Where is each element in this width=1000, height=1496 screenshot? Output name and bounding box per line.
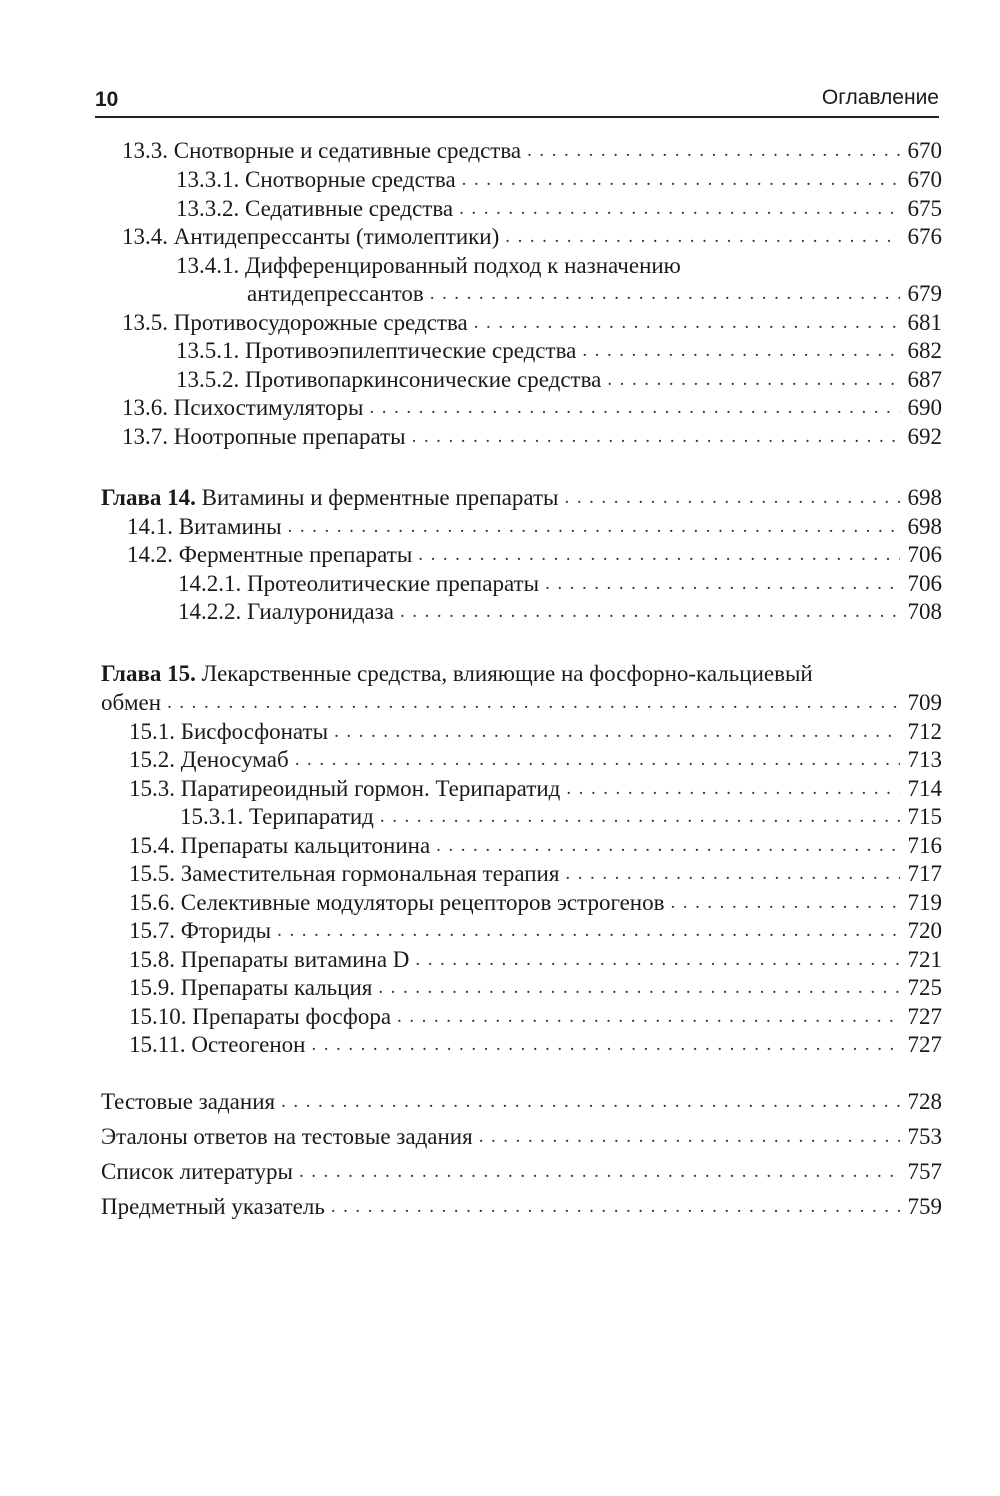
running-title: Оглавление [821, 86, 939, 109]
leader-dots [299, 1158, 900, 1186]
toc-entry-page: 727 [907, 1032, 942, 1057]
toc-entry-page: 682 [907, 338, 942, 363]
toc-entry-15-7[interactable] [129, 917, 942, 945]
leader-dots [415, 946, 900, 974]
toc-entry-title: 13.3.2. Седативные средства [176, 196, 454, 221]
toc-chapter-14[interactable] [101, 484, 942, 512]
leader-dots [311, 1031, 900, 1059]
toc-entry-13-4[interactable] [122, 223, 942, 251]
toc-chapter-15-line1[interactable] [101, 660, 813, 688]
leader-dots [277, 917, 900, 945]
toc-entry-15-6[interactable] [129, 889, 942, 917]
toc-entry-15-3[interactable] [129, 775, 942, 803]
toc-entry-title: 15.4. Препараты кальцитонина [129, 833, 431, 858]
toc-entry-13-3[interactable] [122, 137, 942, 165]
toc-chapter-title [101, 484, 559, 512]
toc-entry-page: 687 [907, 367, 942, 392]
toc-entry-page: 675 [907, 196, 942, 221]
toc-entry-index[interactable] [101, 1193, 942, 1221]
leader-dots [565, 860, 900, 888]
running-header [95, 84, 939, 118]
toc-entry-page: 759 [907, 1194, 942, 1219]
toc-entry-title: 15.11. Остеогенон [129, 1032, 306, 1057]
toc-entry-title: 13.3. Снотворные и седативные средства [122, 138, 522, 163]
toc-entry-title: 14.2.1. Протеолитические препараты [178, 571, 540, 596]
toc-entry-13-5-1[interactable] [176, 337, 942, 365]
toc-entry-bibliography[interactable] [101, 1158, 942, 1186]
leader-dots [400, 598, 900, 626]
leader-dots [430, 280, 900, 308]
leader-dots [607, 366, 900, 394]
toc-entry-page: 692 [907, 424, 942, 449]
toc-entry-page: 717 [907, 861, 942, 886]
toc-entry-page: 690 [907, 395, 942, 420]
toc-entry-page: 698 [907, 485, 942, 510]
toc-entry-title: 13.4. Антидепрессанты (тимолептики) [122, 224, 500, 249]
toc-entry-13-3-1[interactable] [176, 166, 942, 194]
toc-entry-title: 15.3.1. Терипаратид [180, 804, 374, 829]
toc-entry-page: 681 [907, 310, 942, 335]
toc-entry-14-2-1[interactable] [178, 570, 942, 598]
toc-entry-15-4[interactable] [129, 832, 942, 860]
toc-entry-title: 14.2. Ферментные препараты [127, 542, 413, 567]
toc-entry-page: 720 [907, 918, 942, 943]
toc-entry-title: 13.5.1. Противоэпилептические средства [176, 338, 577, 363]
toc-entry-13-5[interactable] [122, 309, 942, 337]
leader-dots [474, 309, 900, 337]
toc-entry-page: 670 [907, 138, 942, 163]
toc-entry-page: 676 [907, 224, 942, 249]
toc-entry-page: 670 [907, 167, 942, 192]
toc-entry-15-9[interactable] [129, 974, 942, 1002]
toc-entry-title: антидепрессантов [247, 281, 424, 306]
toc-entry-page: 698 [907, 514, 942, 539]
toc-entry-title: 13.3.1. Снотворные средства [176, 167, 456, 192]
chapter-title-text: Витамины и ферментные препараты [195, 485, 559, 510]
toc-entry-title: 13.5. Противосудорожные средства [122, 310, 468, 335]
leader-dots [505, 223, 900, 251]
leader-dots [295, 746, 900, 774]
toc-entry-13-7[interactable] [122, 423, 942, 451]
toc-chapter-15[interactable] [101, 689, 942, 717]
toc-entry-15-3-1[interactable] [180, 803, 942, 831]
toc-entry-page: 709 [907, 690, 942, 715]
leader-dots [167, 689, 900, 717]
toc-entry-title: 14.1. Витамины [127, 514, 282, 539]
toc-entry-page: 715 [907, 804, 942, 829]
toc-entry-page: 725 [907, 975, 942, 1000]
toc-entry-page: 712 [907, 719, 942, 744]
leader-dots [281, 1088, 900, 1116]
leader-dots [565, 484, 900, 512]
toc-entry-page: 757 [907, 1159, 942, 1184]
leader-dots [459, 195, 900, 223]
toc-entry-page: 753 [907, 1124, 942, 1149]
toc-entry-title: 13.5.2. Противопаркинсонические средства [176, 367, 602, 392]
chapter-title-text: Лекарственные средства, влияющие на фосфорно-кальциевый [195, 661, 813, 686]
toc-entry-15-8[interactable] [129, 946, 942, 974]
toc-entry-page: 727 [907, 1004, 942, 1029]
toc-entry-page: 706 [907, 571, 942, 596]
toc-entry-title: 15.10. Препараты фосфора [129, 1004, 392, 1029]
leader-dots [331, 1193, 900, 1221]
leader-dots [566, 775, 900, 803]
toc-entry-title: 13.7. Ноотропные препараты [122, 424, 406, 449]
leader-dots [412, 423, 900, 451]
toc-entry-page: 714 [907, 776, 942, 801]
toc-entry-13-3-2[interactable] [176, 195, 942, 223]
toc-entry-page: 728 [907, 1089, 942, 1114]
toc-entry-15-5[interactable] [129, 860, 942, 888]
toc-entry-title: 14.2.2. Гиалуронидаза [178, 599, 394, 624]
leader-dots [582, 337, 900, 365]
toc-entry-15-1[interactable] [129, 718, 942, 746]
toc-entry-page: 721 [907, 947, 942, 972]
leader-dots [334, 718, 900, 746]
toc-entry-title: Эталоны ответов на тестовые задания [101, 1124, 473, 1149]
toc-entry-title: Предметный указатель [101, 1194, 325, 1219]
leader-dots [369, 394, 900, 422]
leader-dots [378, 974, 900, 1002]
toc-entry-page: 708 [907, 599, 942, 624]
toc-entry-page: 679 [907, 281, 942, 306]
leader-dots [462, 166, 900, 194]
toc-entry-title: 15.8. Препараты витамина D [129, 947, 410, 972]
leader-dots [670, 889, 900, 917]
toc-entry-title: 15.6. Селективные модуляторы рецепторов эстрогенов [129, 890, 665, 915]
chapter-label: Глава 14. [101, 485, 196, 510]
toc-entry-page: 719 [907, 890, 942, 915]
toc-entry-title: Список литературы [101, 1159, 293, 1184]
toc-entry-title: 15.5. Заместительная гормональная терапия [129, 861, 560, 886]
toc-entry-13-4-1[interactable] [247, 280, 942, 308]
toc-entry-tests[interactable] [101, 1088, 942, 1116]
toc-entry-answers[interactable] [101, 1123, 942, 1151]
page-number: 10 [95, 88, 119, 111]
toc-entry-14-2[interactable] [127, 541, 942, 569]
toc-entry-15-11[interactable] [129, 1031, 942, 1059]
toc-entry-page: 706 [907, 542, 942, 567]
toc-entry-title: 15.7. Фториды [129, 918, 272, 943]
leader-dots [397, 1003, 900, 1031]
toc-entry-title: 15.9. Препараты кальция [129, 975, 373, 1000]
toc-entry-title: Тестовые задания [101, 1089, 276, 1114]
toc-chapter-title: обмен [101, 690, 162, 715]
toc-entry-page: 716 [907, 833, 942, 858]
toc-entry-title: 13.6. Психостимуляторы [122, 395, 364, 420]
leader-dots [479, 1123, 900, 1151]
leader-dots [418, 541, 900, 569]
leader-dots [436, 832, 900, 860]
toc-entry-14-1[interactable] [127, 513, 942, 541]
chapter-label: Глава 15. [101, 661, 196, 686]
toc-entry-13-4-1-line1[interactable]: 13.4.1. Дифференцированный подход к назначению [176, 253, 681, 278]
toc-entry-title: 15.3. Паратиреоидный гормон. Терипаратид [129, 776, 561, 801]
toc-entry-14-2-2[interactable] [178, 598, 942, 626]
leader-dots [288, 513, 900, 541]
toc-entry-13-5-2[interactable] [176, 366, 942, 394]
toc-entry-title: 15.1. Бисфосфонаты [129, 719, 329, 744]
toc-entry-13-6[interactable] [122, 394, 942, 422]
toc-entry-title: 15.2. Деносумаб [129, 747, 289, 772]
leader-dots [527, 137, 900, 165]
toc-entry-15-2[interactable] [129, 746, 942, 774]
toc-entry-page: 713 [907, 747, 942, 772]
toc-entry-15-10[interactable] [129, 1003, 942, 1031]
leader-dots [545, 570, 900, 598]
leader-dots [380, 803, 900, 831]
